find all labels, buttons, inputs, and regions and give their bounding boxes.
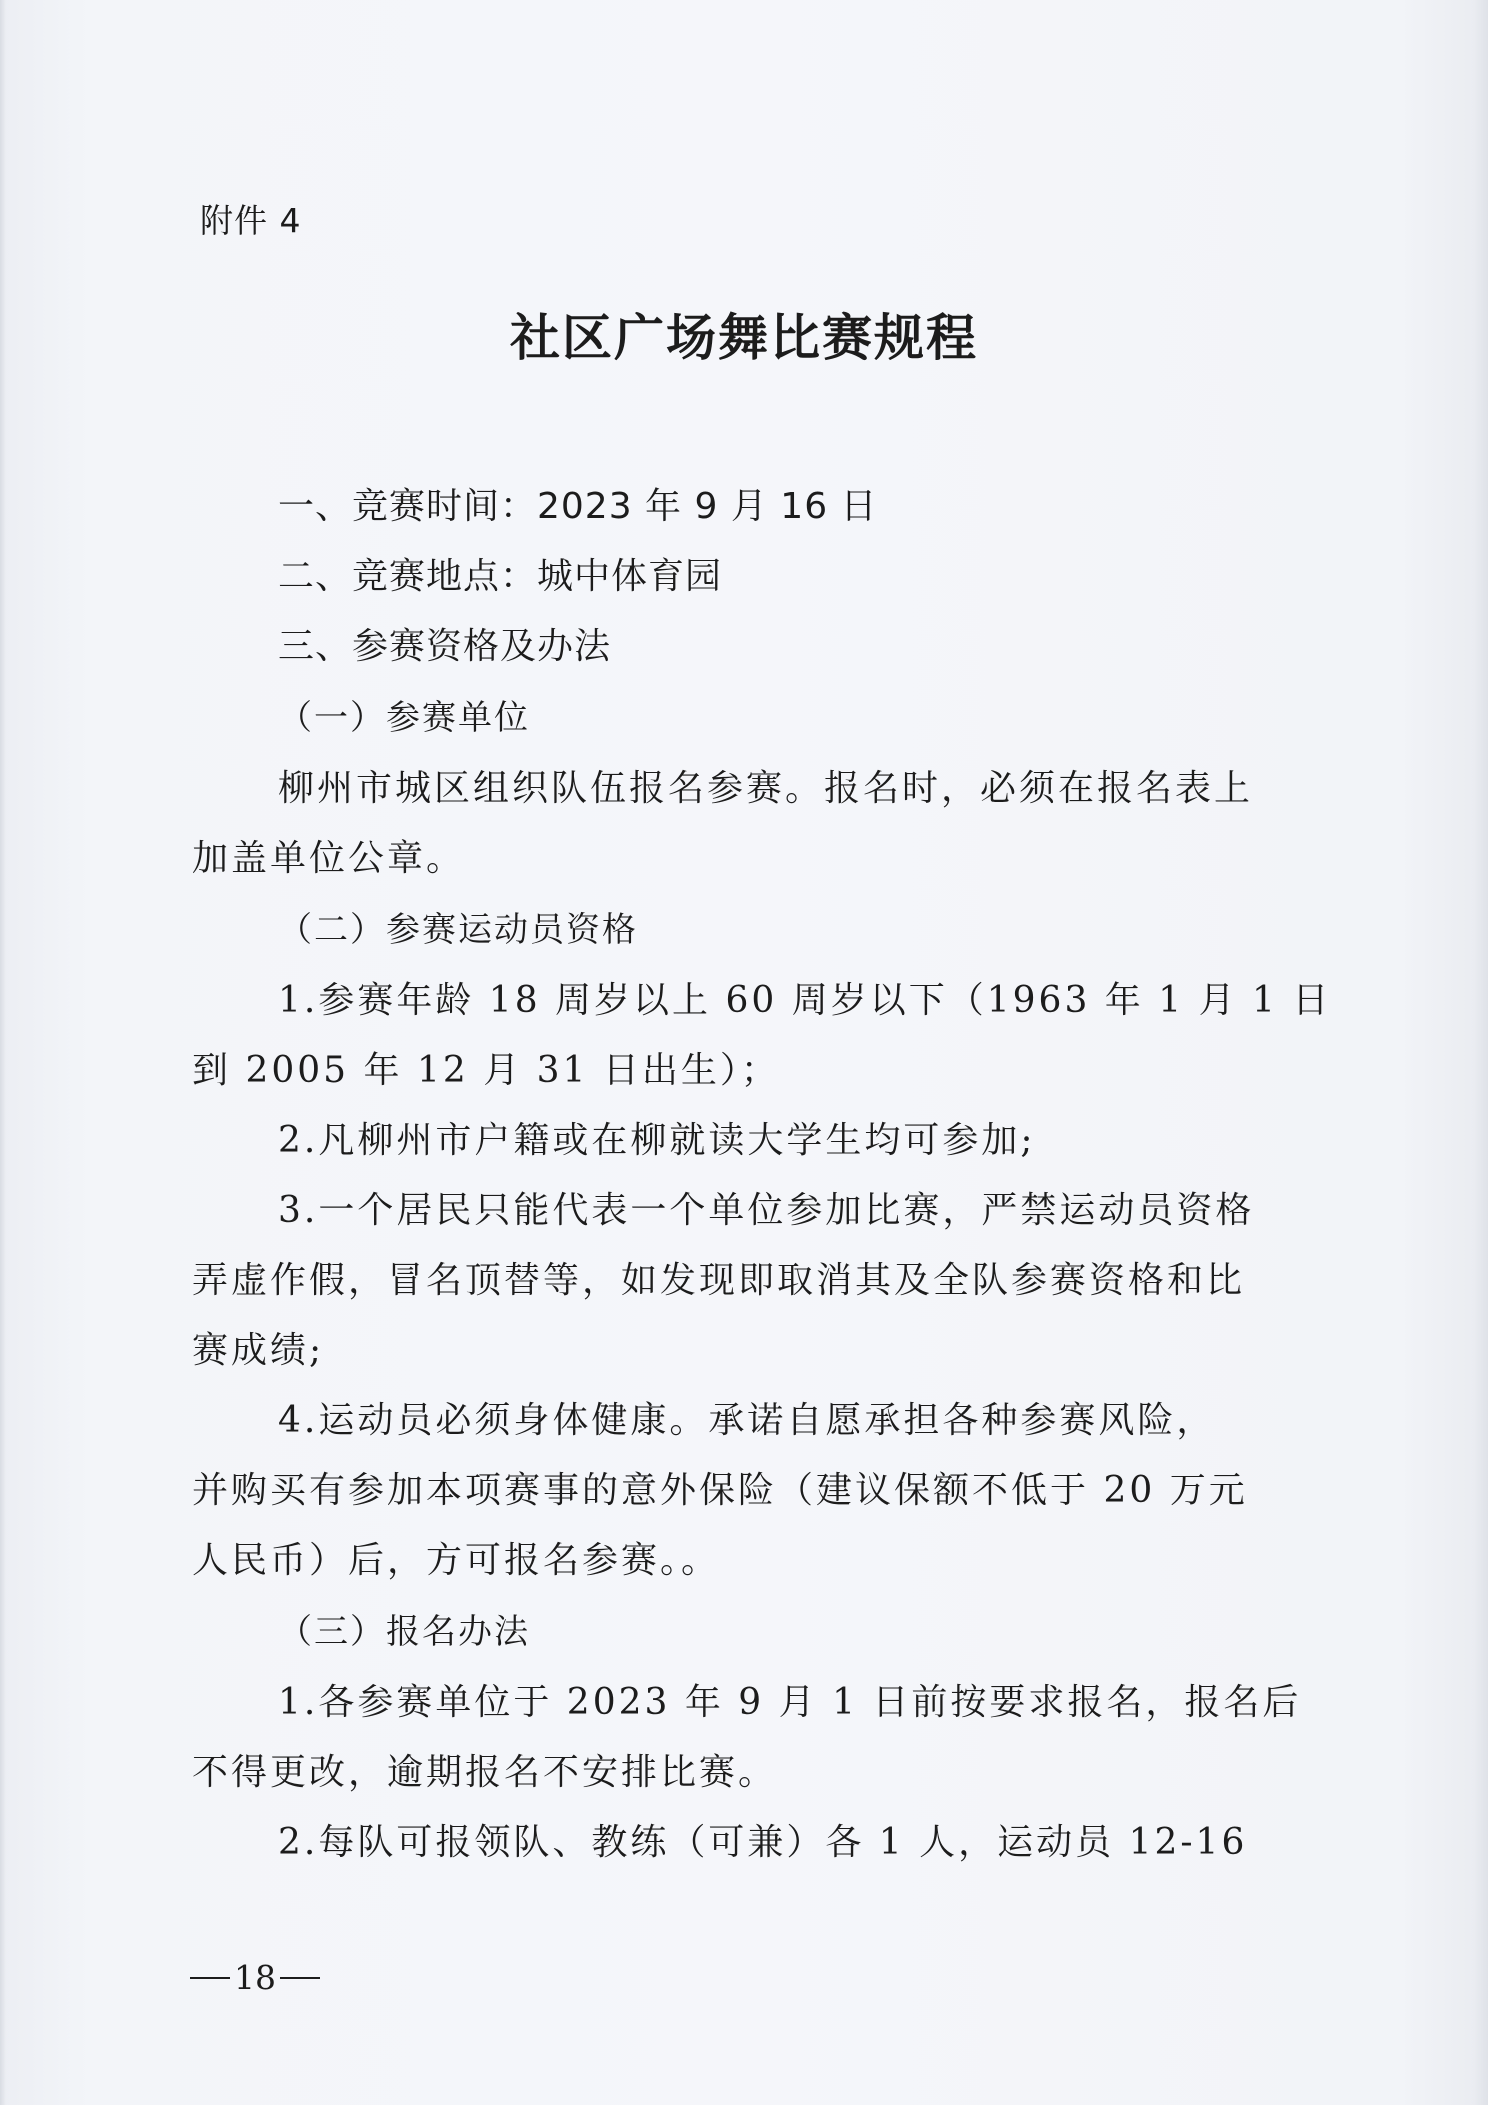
paragraph-line: 弄虚作假，冒名顶替等，如发现即取消其及全队参赛资格和比 [192, 1260, 1246, 1301]
subsection-registration-method: （三）报名办法 [278, 1612, 530, 1652]
paragraph-line: 3.一个居民只能代表一个单位参加比赛，严禁运动员资格 [278, 1190, 1255, 1231]
section-competition-venue: 二、竞赛地点：城中体育园 [278, 556, 723, 597]
paragraph-line: 加盖单位公章。 [192, 838, 466, 879]
paragraph-line: 柳州市城区组织队伍报名参赛。报名时，必须在报名表上 [278, 768, 1254, 809]
paragraph-line: 2.每队可报领队、教练（可兼）各 1 人，运动员 12-16 [278, 1822, 1248, 1863]
paragraph-line: 不得更改，逾期报名不安排比赛。 [192, 1752, 778, 1793]
subsection-participating-units: （一）参赛单位 [278, 698, 530, 738]
paragraph-line: 2.凡柳州市户籍或在柳就读大学生均可参加; [278, 1120, 1036, 1161]
page-number-value: 18 [234, 1958, 276, 1997]
section-competition-time: 一、竞赛时间：2023 年 9 月 16 日 [278, 486, 878, 527]
page-number-dash-right [280, 1977, 320, 1979]
page-number-dash-left [190, 1977, 230, 1979]
paragraph-line: 人民币）后，方可报名参赛。。 [192, 1540, 721, 1581]
paragraph-line: 1.参赛年龄 18 周岁以上 60 周岁以下（1963 年 1 月 1 日 [278, 980, 1332, 1021]
paragraph-line: 并购买有参加本项赛事的意外保险（建议保额不低于 20 万元 [192, 1470, 1248, 1511]
section-eligibility: 三、参赛资格及办法 [278, 626, 612, 667]
subsection-athlete-eligibility: （二）参赛运动员资格 [278, 910, 638, 950]
attachment-label: 附件 4 [200, 201, 302, 240]
paragraph-line: 1.各参赛单位于 2023 年 9 月 1 日前按要求报名，报名后 [278, 1682, 1302, 1723]
paragraph-line: 到 2005 年 12 月 31 日出生）； [192, 1050, 780, 1091]
document-title: 社区广场舞比赛规程 [510, 308, 978, 367]
paragraph-line: 赛成绩; [192, 1330, 325, 1371]
paragraph-line: 4.运动员必须身体健康。承诺自愿承担各种参赛风险， [278, 1400, 1216, 1441]
page-number [190, 1958, 320, 1997]
